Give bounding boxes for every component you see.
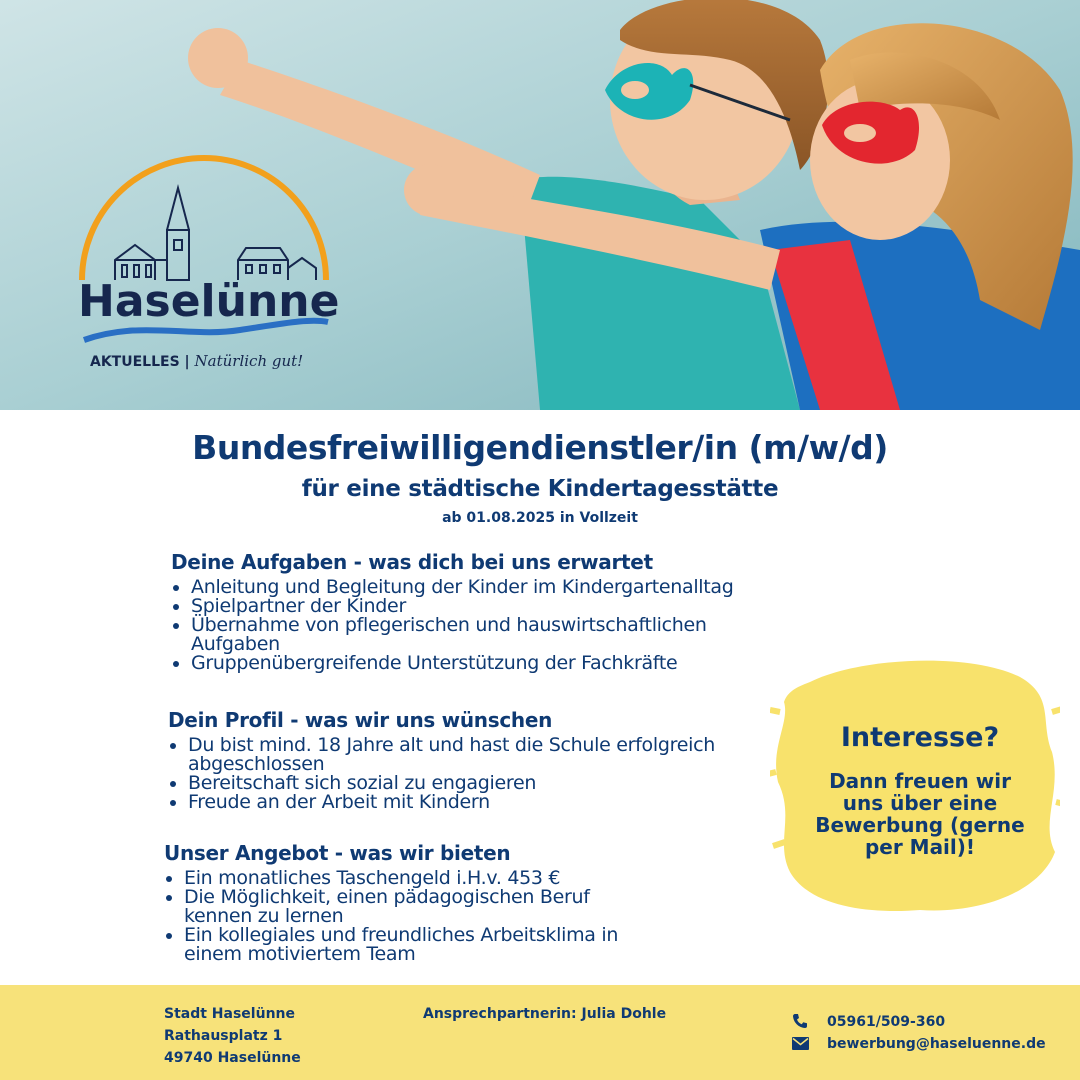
tagline-separator: |: [184, 354, 190, 370]
logo-wordmark: Haselünne: [78, 276, 340, 327]
section-heading: Unser Angebot - was wir bieten: [164, 841, 511, 865]
list-item: Ein monatliches Taschengeld i.H.v. 453 €: [184, 869, 684, 888]
section-tasks: [171, 550, 831, 673]
list-item: Spielpartner der Kinder: [191, 597, 831, 616]
footer-bar: [0, 985, 1080, 1080]
phone-icon: [792, 1013, 808, 1029]
footer-address-line-2: Rathausplatz 1: [164, 1028, 283, 1044]
section-profile: [168, 708, 808, 812]
list-item: Gruppenübergreifende Unterstützung der Fachkräfte: [191, 654, 831, 673]
job-subtitle: für eine städtische Kindertagesstätte: [301, 476, 779, 502]
task-list: [171, 578, 831, 673]
list-item: Bereitschaft sich sozial zu engagieren: [188, 774, 808, 793]
footer-address-line-3: 49740 Haselünne: [164, 1050, 301, 1066]
list-item: Du bist mind. 18 Jahre alt und hast die Schule erfolgreich abgeschlossen: [188, 736, 788, 774]
callout-headline: Interesse?: [840, 722, 1000, 753]
job-title: Bundesfreiwilligendienstler/in (m/w/d): [192, 428, 888, 467]
footer-email[interactable]: bewerbung@haseluenne.de: [827, 1036, 1046, 1052]
footer-phone[interactable]: 05961/509-360: [827, 1014, 946, 1030]
section-heading: Deine Aufgaben - was dich bei uns erwartet: [171, 550, 653, 574]
logo-tagline: [90, 352, 303, 370]
section-offer: [164, 841, 684, 964]
list-item: Ein kollegiales und freundliches Arbeitsklima in einem motiviertem Team: [184, 926, 654, 964]
envelope-icon: [792, 1037, 809, 1050]
list-item: Die Möglichkeit, einen pädagogischen Beruf kennen zu lernen: [184, 888, 654, 926]
job-start-detail: ab 01.08.2025 in Vollzeit: [442, 510, 638, 526]
callout-text: Dann freuen wir uns über eine Bewerbung (gerne per Mail)!: [815, 769, 1025, 859]
haseluenne-logo: [70, 150, 340, 380]
profile-list: [168, 736, 808, 812]
footer-address-line-1: Stadt Haselünne: [164, 1006, 295, 1022]
offer-list: [164, 869, 684, 964]
footer-contact-person: Ansprechpartnerin: Julia Dohle: [423, 1006, 667, 1022]
section-heading: Dein Profil - was wir uns wünschen: [168, 708, 553, 732]
list-item: Anleitung und Begleitung der Kinder im Kindergartenalltag: [191, 578, 831, 597]
tagline-aktuelles: AKTUELLES: [90, 354, 180, 370]
tagline-slogan: Natürlich gut!: [194, 352, 304, 370]
list-item: Übernahme von pflegerischen und hauswirtschaftlichen Aufgaben: [191, 616, 791, 654]
list-item: Freude an der Arbeit mit Kindern: [188, 793, 808, 812]
